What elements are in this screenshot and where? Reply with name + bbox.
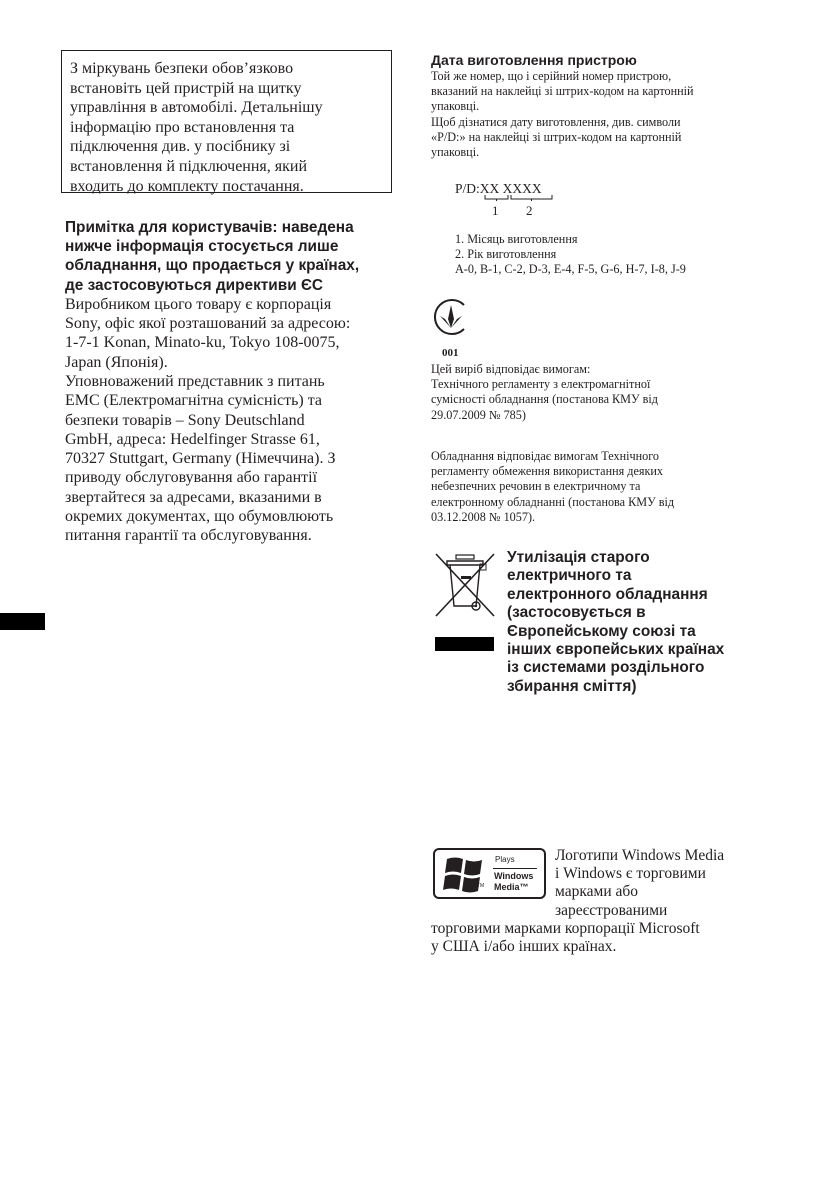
weee-title-line: із системами роздільного [507, 659, 705, 677]
manufacture-date-section [431, 52, 791, 160]
pd-code-diagram [455, 181, 655, 221]
body-line: Sony, офіс якої розташований за адресою: [65, 315, 351, 333]
body-line: упаковці. [431, 99, 480, 114]
body-line: «P/D:» на наклейці зі штрих-кодом на картонній [431, 129, 682, 144]
body-line: вказаний на наклейці зі штрих-кодом на картонній [431, 84, 694, 99]
trademark-line: марками або [555, 883, 639, 901]
body-line: Щоб дізнатися дату виготовлення, див. символи [431, 114, 681, 129]
pd-prefix: P/D: [455, 181, 480, 196]
emc-line: Технічного регламенту з електромагнітної [431, 377, 651, 392]
trademark-line: і Windows є торговими [555, 865, 706, 883]
safety-line: підключення див. у посібнику зі [70, 138, 291, 156]
body-line: EMC (Електромагнітна сумісність) та [65, 392, 323, 410]
body-line: Виробником цього товару є корпорація [65, 295, 332, 313]
ukraine-conformity-mark-icon [431, 297, 471, 337]
bracket-icon [455, 181, 565, 205]
body-line: питання гарантії та обслуговування. [65, 527, 312, 545]
trademark-line: зареєстрованими [555, 901, 668, 919]
heading-line: нижче інформація стосується лише [65, 238, 339, 256]
rohs-compliance-text [431, 449, 791, 525]
body-line: приводу обслуговування або гарантії [65, 469, 318, 487]
emc-line: Цей виріб відповідає вимогам: [431, 362, 591, 376]
legend-line: 2. Рік виготовлення [455, 247, 557, 262]
emc-line: сумісності обладнання (постанова КМУ від [431, 392, 659, 407]
manufacture-date-body [431, 69, 791, 160]
safety-line: входить до комплекту постачання. [70, 177, 304, 195]
body-line: безпеки товарів – Sony Deutschland [65, 411, 305, 429]
page-section-tab [0, 613, 45, 630]
legend-line: A-0, B-1, C-2, D-3, E-4, F-5, G-6, H-7, I-8, J-9 [455, 262, 686, 277]
body-line: Уповноважений представник з питань [65, 373, 325, 390]
pd-label-1: 1 [492, 203, 499, 218]
heading-line: де застосовуються директиви ЄС [65, 276, 324, 294]
weee-title-line: збирання сміття) [507, 677, 637, 695]
body-line: 70327 Stuttgart, Germany (Німеччина). З [65, 450, 336, 468]
trademark-line: Логотипи Windows Media [555, 847, 725, 864]
body-line: Japan (Японія). [65, 353, 168, 371]
windows-media-trademark-text [431, 847, 791, 956]
rohs-line: 03.12.2008 № 1057). [431, 509, 536, 524]
safety-line: встановлення й підключення, який [70, 157, 308, 175]
body-line: звертайтеся за адресами, вказаними в [65, 488, 322, 506]
body-line: упаковці. [431, 145, 480, 160]
heading-line: Примітка для користувачів: наведена [65, 219, 354, 236]
safety-notice-box [61, 50, 392, 193]
legend-line: 1. Місяць виготовлення [455, 232, 578, 246]
windows-label: Windows [494, 871, 534, 881]
conformity-mark-number: 001 [442, 347, 459, 359]
heading-line: обладнання, що продається у країнах, [65, 257, 360, 275]
eu-note-section [65, 218, 405, 546]
safety-line: З міркувань безпеки обов’язково [70, 60, 294, 77]
crossed-out-bin-icon [433, 550, 497, 652]
rohs-line: регламенту обмеження використання деяких [431, 464, 664, 479]
emc-compliance-text [431, 362, 791, 423]
safety-line: управління в автомобілі. Детальнішу [70, 99, 323, 117]
weee-title-line: інших європейських країнах [507, 641, 725, 659]
weee-title-line: електронного обладнання [507, 585, 708, 603]
weee-title-line: Утилізація старого [507, 549, 650, 566]
weee-title-line: електричного та [507, 567, 632, 585]
pd-part1: XX [479, 181, 500, 196]
weee-title-line: Європейському союзі та [507, 622, 696, 640]
emc-line: 29.07.2009 № 785) [431, 407, 526, 422]
eu-note-body [65, 295, 405, 546]
weee-heading [507, 549, 787, 696]
body-line: окремих документах, що обумовлюють [65, 508, 334, 526]
pd-label-2: 2 [526, 203, 533, 218]
plays-label: Plays [495, 855, 515, 864]
pd-part2: XXXX [502, 181, 542, 196]
rohs-line: небезпечних речовин в електричному та [431, 479, 641, 494]
body-line: GmbH, адреса: Hedelfinger Strasse 61, [65, 430, 320, 448]
pd-legend [455, 232, 785, 278]
body-line: Той же номер, що і серійний номер пристрою, [431, 69, 672, 83]
trademark-line: у США і/або інших країнах. [431, 938, 617, 956]
media-label: Media™ [494, 882, 529, 892]
safety-line: встановіть цей пристрій на щитку [70, 79, 302, 97]
body-line: 1-7-1 Konan, Minato-ku, Tokyo 108-0075, [65, 334, 340, 352]
trademark-line: торговими марками корпорації Microsoft [431, 919, 700, 937]
manufacture-date-heading: Дата виготовлення пристрою [431, 52, 637, 68]
rohs-line: Обладнання відповідає вимогам Технічного [431, 449, 660, 463]
safety-line: інформацію про встановлення та [70, 118, 295, 136]
rohs-line: електронному обладнанні (постанова КМУ від [431, 494, 675, 509]
tm-mark: TM [477, 883, 485, 889]
weee-title-line: (застосовується в [507, 604, 646, 622]
eu-note-heading [65, 218, 405, 295]
